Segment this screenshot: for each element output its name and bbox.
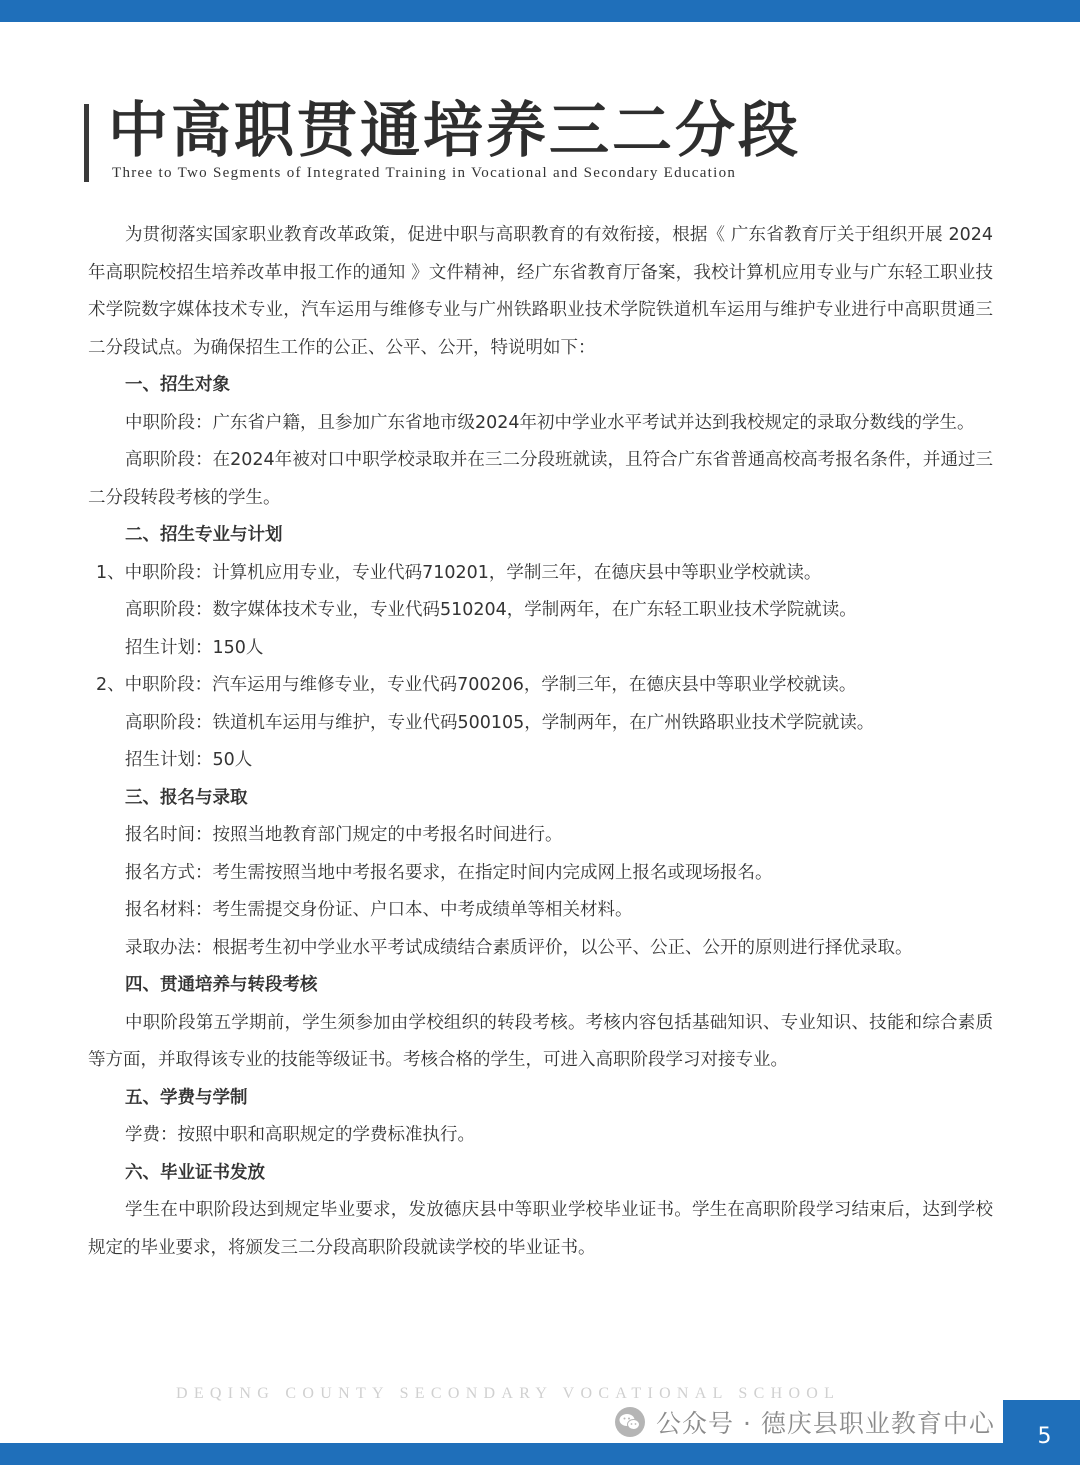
- major-2-plan: 招生计划：50人: [125, 750, 253, 770]
- registration-time: 报名时间：按照当地教育部门规定的中考报名时间进行。: [125, 825, 563, 845]
- section-heading-registration: 三、报名与录取: [125, 787, 248, 808]
- major-2-gaozhi: 高职阶段：铁道机车运用与维护，专业代码500105，学制两年，在广州铁路职业技术学院就读。: [125, 712, 875, 733]
- certificate-text: 学生在中职阶段达到规定毕业要求，发放德庆县中等职业学校毕业证书。学生在高职阶段学习结束后，达到学校规定的毕业要求，将颁发三二分段高职阶段就读学校的毕业证书。: [88, 1200, 993, 1258]
- enrollment-target-gaozhi: 高职阶段：在2024年被对口中职学校录取并在三二分段班就读，且符合广东省普通高校高考报名条件，并通过三二分段转段考核的学生。: [88, 450, 993, 508]
- bottom-accent-bar: [0, 1443, 1080, 1465]
- enrollment-target-zhongzhi: 中职阶段：广东省户籍，且参加广东省地市级2024年初中学业水平考试并达到我校规定的录取分数线的学生。: [125, 412, 975, 433]
- major-2-zhongzhi: 2、中职阶段：汽车运用与维修专业，专业代码700206，学制三年，在德庆县中等职业学校就读。: [96, 675, 857, 695]
- page-title: 中高职贯通培养三二分段: [108, 96, 801, 166]
- transfer-assessment-text: 中职阶段第五学期前，学生须参加由学校组织的转段考核。考核内容包括基础知识、专业知识、技能和综合素质等方面，并取得该专业的技能等级证书。考核合格的学生，可进入高职阶段学习对接专业。: [88, 1012, 993, 1070]
- section-heading-transfer-assessment: 四、贯通培养与转段考核: [125, 975, 318, 995]
- tuition-text: 学费：按照中职和高职规定的学费标准执行。: [125, 1125, 475, 1145]
- major-1-zhongzhi: 1、中职阶段：计算机应用专业，专业代码710201，学制三年，在德庆县中等职业学校就读。: [96, 562, 822, 583]
- wechat-icon: [614, 1406, 646, 1438]
- major-1-gaozhi: 高职阶段：数字媒体技术专业，专业代码510204，学制两年，在广东轻工职业技术学院就读。: [125, 600, 857, 620]
- page-subtitle-en: Three to Two Segments of Integrated Training in Vocational and Secondary Education: [112, 165, 737, 181]
- school-name-en: DEQING COUNTY SECONDARY VOCATIONAL SCHOOL: [176, 1385, 841, 1402]
- wechat-account-name: 公众号 · 德庆县职业教育中心: [656, 1409, 995, 1438]
- section-heading-certificate: 六、毕业证书发放: [125, 1162, 265, 1183]
- section-heading-majors-plan: 二、招生专业与计划: [125, 525, 283, 545]
- registration-method: 报名方式：考生需按照当地中考报名要求，在指定时间内完成网上报名或现场报名。: [125, 862, 773, 883]
- registration-materials: 报名材料：考生需提交身份证、户口本、中考成绩单等相关材料。: [125, 900, 633, 920]
- admission-method: 录取办法：根据考生初中学业水平考试成绩结合素质评价，以公平、公正、公开的原则进行择优录取。: [125, 937, 913, 958]
- section-heading-tuition: 五、学费与学制: [125, 1087, 248, 1108]
- intro-paragraph: 为贯彻落实国家职业教育改革政策，促进中职与高职教育的有效衔接，根据《 广东省教育厅关于组织开展 2024 年高职院校招生培养改革申报工作的通知 》文件精神，经广东省教育厅备案，我校计算机应用专业与广东轻工职业技术学院数字媒体技术专业，汽车运用与维修专业与广州铁路职业技术学院铁道机车运用与维护专业进行中高职贯通三二分段试点。为确保招生工作的公正、公平、公开，特说明如下：: [88, 225, 993, 358]
- major-1-plan: 招生计划：150人: [125, 637, 264, 658]
- article-body: [88, 217, 993, 1267]
- title-vertical-rule: [84, 104, 89, 182]
- section-heading-enrollment-target: 一、招生对象: [125, 375, 230, 395]
- page-number: 5: [1037, 1424, 1052, 1449]
- wechat-watermark: [614, 1404, 995, 1440]
- page-number-box: [1003, 1400, 1080, 1465]
- top-accent-bar: [0, 0, 1080, 22]
